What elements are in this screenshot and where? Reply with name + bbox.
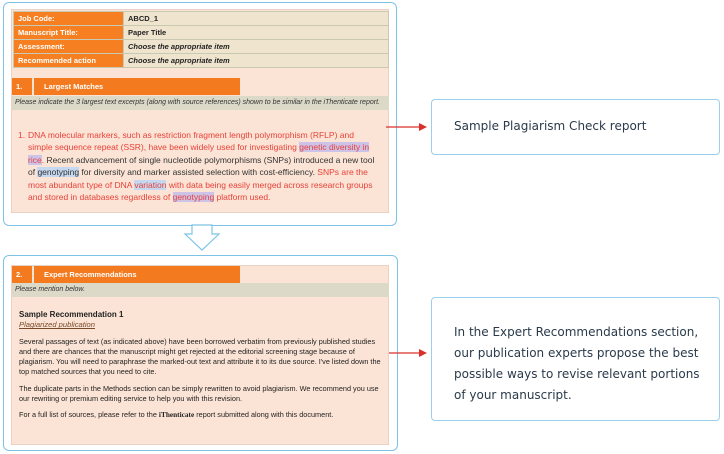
meta-key: Recommended action	[14, 54, 124, 68]
recommendation-paragraph: The duplicate parts in the Methods section can be simply rewritten to avoid plagiarism. We recommend you use our rewriting or premium editing service to help you with this revision.	[19, 383, 379, 404]
recommendation-paragraph: For a full list of sources, please refer to the iThenticate report submitted along with this document.	[19, 410, 334, 420]
match-excerpt: DNA molecular markers, such as restriction fragment length polymorphism (RFLP) and simple sequence repeat (SSR), have been widely used for investigating genetic diversity in rice. Recent advancement of single nucleotide polymorphisms (SNPs) introduced a new tool of genotyping for diversity and marker assisted selection with cost-efficiency. SNPs are the most abundant type of DNA variation with data being easily merged across research groups and stored in databases regardless of genotyping platform used.	[28, 130, 375, 203]
highlight: variation	[134, 179, 167, 190]
meta-key: Manuscript Title:	[14, 26, 124, 40]
section-number: 1.	[12, 78, 34, 95]
highlight: genetic diversity in rice	[28, 142, 370, 165]
meta-value: Paper Title	[124, 26, 389, 40]
arrowhead-icon	[419, 123, 427, 131]
meta-key: Assessment:	[14, 40, 124, 54]
callout-plagiarism-report: Sample Plagiarism Check report	[431, 99, 720, 155]
expert-recommendations-instruction: Please mention below.	[12, 283, 389, 297]
largest-matches-instruction: Please indicate the 3 largest text excerpts (along with source references) shown to be similar in the iThenticate report.	[12, 96, 389, 110]
callout-expert-recommendations: In the Expert Recommendations section, our publication experts propose the best possible ways to revise relevant portions of your manuscript.	[431, 297, 720, 421]
meta-value: Choose the appropriate item	[124, 40, 389, 54]
highlight: genotyping	[37, 167, 80, 178]
meta-value: ABCD_1	[124, 12, 389, 26]
recommendation-subtitle: Plagiarized publication	[19, 320, 95, 330]
section-number: 2.	[12, 266, 34, 283]
down-arrow-icon	[185, 225, 219, 250]
meta-key: Job Code:	[14, 12, 124, 26]
ithenticate-brand: iThenticate	[158, 410, 195, 420]
recommendation-paragraph: Several passages of text (as indicated above) have been borrowed verbatim from previously published studies and there are chances that the manuscript might get rejected at the editorial screening stage because of plagiarism. You will need to paraphrase the marked-out text and attribute it to its due source. I've listed down the top matched sources that you need to cite.	[19, 336, 381, 377]
match-number: 1.	[18, 130, 26, 140]
recommendation-title: Sample Recommendation 1	[19, 310, 124, 319]
arrowhead-icon	[419, 349, 427, 357]
meta-value: Choose the appropriate item	[124, 54, 389, 68]
highlight: genotyping	[172, 192, 215, 203]
section-title: Expert Recommendations	[34, 266, 240, 283]
section-title: Largest Matches	[34, 78, 240, 95]
